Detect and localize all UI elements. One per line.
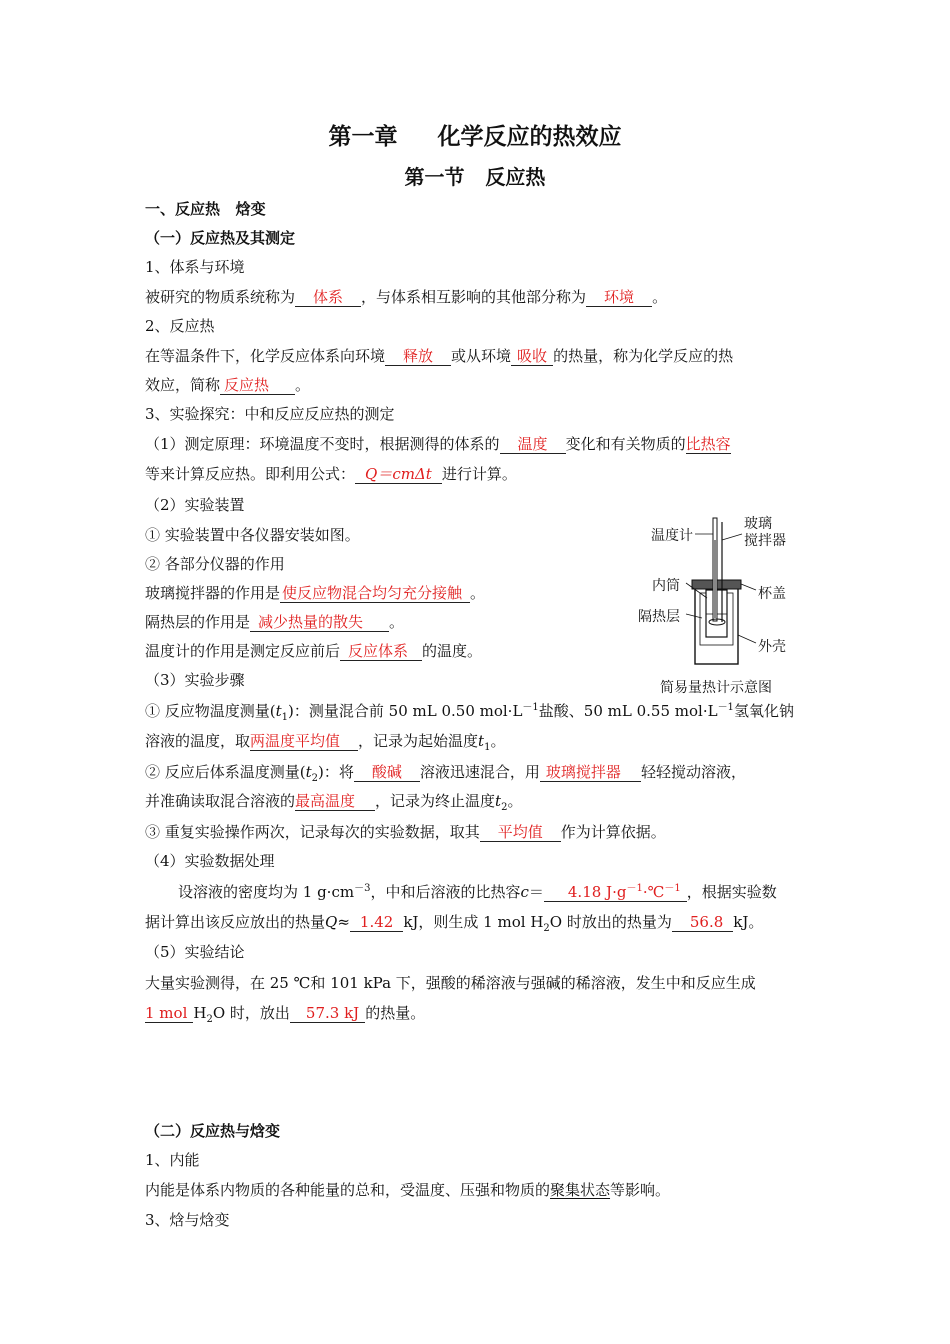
answer-blank: 酸碱 bbox=[354, 764, 420, 782]
stirrer-role: 玻璃搅拌器的作用是 使反应物混合均匀充分接触 。 bbox=[145, 584, 486, 602]
label-stirrer: 玻璃 搅拌器 bbox=[744, 516, 786, 549]
section-title: 第一节 反应热 bbox=[404, 165, 546, 189]
insulation-role: 隔热层的作用是 减少热量的散失 。 bbox=[145, 613, 405, 631]
data-l2: 据计算出该反应放出的热量Q≈ 1.42 kJ，则生成 1 mol $H_2O$ 时放出的热量为 56.8 kJ。 bbox=[145, 913, 764, 934]
step-1-l1: ① 反应物温度测量$(t_1)$：测量混合前 50 mL 0.50 $mol\cdot L^{-1}$盐酸、50 mL 0.55 $mol\cdot L^{-1}$氢氧化钠 bbox=[145, 702, 794, 723]
apparatus-a: ① 实验装置中各仪器安装如图。 bbox=[145, 526, 360, 544]
answer-blank: 反应热 bbox=[220, 377, 295, 395]
principle-l1: （1）测定原理：环境温度不变时，根据测得的体系的 温度 变化和有关物质的比热容 bbox=[145, 435, 731, 453]
heading-1: 一、反应热 焓变 bbox=[145, 200, 266, 218]
label-lid: 杯盖 bbox=[758, 586, 786, 602]
figure-caption: 简易量热计示意图 bbox=[660, 680, 772, 696]
answer-blank: 吸收 bbox=[511, 348, 553, 366]
para-2-l2: 效应，简称 反应热 。 bbox=[145, 376, 311, 394]
label-thermometer: 温度计 bbox=[651, 528, 693, 544]
heading-1-1: （一）反应热及其测定 bbox=[145, 229, 296, 247]
answer-blank: 1.42 bbox=[350, 914, 403, 932]
steps-head: （3）实验步骤 bbox=[145, 671, 245, 689]
para-1: 被研究的物质系统称为 体系 ，与体系相互影响的其他部分称为 环境 。 bbox=[145, 288, 668, 306]
conclusion-l1: 大量实验测得，在 25 ℃和 101 kPa 下，强酸的稀溶液与强碱的稀溶液，发生中和反应生成 bbox=[145, 974, 756, 992]
answer-blank: 减少热量的散失 bbox=[250, 614, 389, 632]
step-2-l2: 并准确读取混合溶液的最高温度 ，记录为终止温度$t_2$。 bbox=[145, 792, 523, 813]
heading-1-2: （二）反应热与焓变 bbox=[145, 1122, 281, 1140]
answer-blank: 比热容 bbox=[685, 435, 731, 453]
inner-energy-head: 1、内能 bbox=[145, 1151, 200, 1169]
answer-blank: 体系 bbox=[295, 289, 361, 307]
para-1-head: 1、体系与环境 bbox=[145, 258, 245, 276]
answer-blank: 1 mol bbox=[145, 1005, 193, 1023]
answer-blank: 平均值 bbox=[480, 824, 561, 842]
apparatus-head: （2）实验装置 bbox=[145, 496, 245, 514]
para-2-head: 2、反应热 bbox=[145, 317, 215, 335]
apparatus-b: ② 各部分仪器的作用 bbox=[145, 555, 285, 573]
answer-blank: 56.8 bbox=[672, 914, 733, 932]
inner-energy-text: 内能是体系内物质的各种能量的总和，受温度、压强和物质的聚集状态等影响。 bbox=[145, 1181, 671, 1199]
step-3: ③ 重复实验操作两次，记录每次的实验数据，取其 平均值 作为计算依据。 bbox=[145, 823, 666, 841]
conclusion-head: （5）实验结论 bbox=[145, 943, 245, 961]
chapter-title: 第一章 化学反应的热效应 bbox=[328, 123, 622, 150]
label-insulation: 隔热层 bbox=[638, 609, 680, 625]
para-2-l1: 在等温条件下，化学反应体系向环境 释放 或从环境 吸收 的热量，称为化学反应的热 bbox=[145, 347, 734, 365]
formula: Q＝cmΔt bbox=[355, 466, 442, 484]
thermometer-role: 温度计的作用是测定反应前后 反应体系 的温度。 bbox=[145, 642, 483, 660]
answer-blank: 57.3 kJ bbox=[290, 1005, 365, 1023]
answer-blank: 使反应物混合均匀充分接触 bbox=[280, 585, 470, 603]
underlined-term: 聚集状态 bbox=[550, 1181, 611, 1199]
principle-l2: 等来计算反应热。即利用公式： Q＝cmΔt 进行计算。 bbox=[145, 465, 517, 483]
step-2-l1: ② 反应后体系温度测量$(t_2)$：将 酸碱 溶液迅速混合，用 玻璃搅拌器 轻轻搅动溶液， bbox=[145, 763, 746, 784]
answer-blank: 4.18 $J\cdot g^{-1}\cdot℃^{-1}$ bbox=[544, 884, 687, 902]
para-3-head: 3、实验探究：中和反应反应热的测定 bbox=[145, 405, 395, 423]
conclusion-l2: 1 mol $H_2O$ 时，放出 57.3 kJ 的热量。 bbox=[145, 1004, 426, 1025]
answer-blank: 两温度平均值 bbox=[250, 733, 358, 751]
label-inner-cup: 内筒 bbox=[652, 578, 680, 594]
data-l1: 设溶液的密度均为 1 $g\cdot cm^{-3}$，中和后溶液的比热容c＝ 4.18 $J\cdot g^{-1}\cdot℃^{-1}$ ，根据实验数 bbox=[178, 883, 777, 901]
answer-blank: 环境 bbox=[586, 289, 652, 307]
label-shell: 外壳 bbox=[758, 639, 786, 655]
answer-blank: 反应体系 bbox=[340, 643, 422, 661]
step-1-l2: 溶液的温度，取两温度平均值 ，记录为起始温度$t_1$。 bbox=[145, 732, 506, 753]
answer-blank: 玻璃搅拌器 bbox=[540, 764, 641, 782]
data-head: （4）实验数据处理 bbox=[145, 852, 275, 870]
enthalpy-head: 3、焓与焓变 bbox=[145, 1211, 230, 1229]
answer-blank: 温度 bbox=[500, 436, 566, 454]
answer-blank: 最高温度 bbox=[295, 793, 375, 811]
answer-blank: 释放 bbox=[385, 348, 451, 366]
